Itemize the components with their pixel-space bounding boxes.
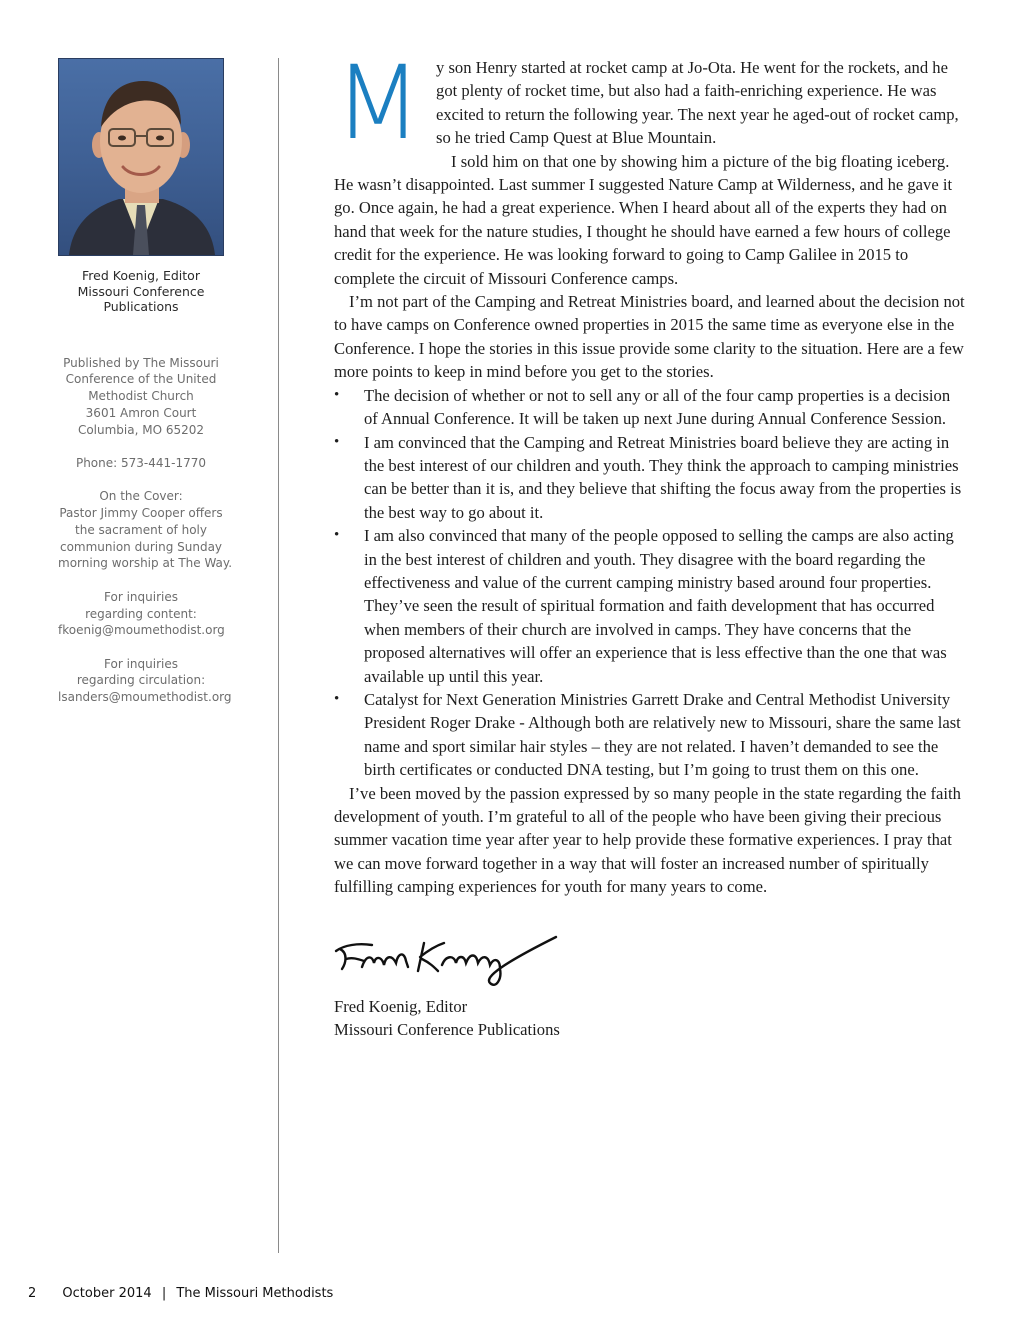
phone-info (58, 455, 224, 472)
issue-date: October 2014 (62, 1286, 152, 1301)
list-item: • The decision of whether or not to sell any or all of the four camp properties is a decision of Annual Conference. It will be taken up next June during Annual Conference Session. (334, 384, 966, 431)
editor-column (334, 44, 966, 1041)
signoff-line: Fred Koenig, Editor (334, 996, 468, 1016)
signature-graphic (334, 933, 574, 995)
drop-cap: M (334, 44, 423, 163)
editor-portrait (59, 59, 223, 255)
info-line: communion during Sunday (59, 539, 223, 554)
caption-line: Missouri Conference (77, 283, 205, 299)
editor-photo (58, 58, 224, 256)
info-line: For inquiries (104, 589, 178, 604)
caption-line: Publications (103, 299, 179, 314)
info-line: For inquiries (104, 656, 178, 671)
footer-separator: | (161, 1286, 167, 1301)
page-number: 2 (28, 1286, 37, 1301)
publisher-address (58, 355, 224, 439)
info-line: regarding content: (85, 606, 197, 621)
info-line: 3601 Amron Court (85, 405, 197, 420)
info-line: Pastor Jimmy Cooper offers (59, 506, 223, 521)
content-inquiries (58, 589, 224, 639)
info-line: Columbia, MO 65202 (77, 422, 205, 437)
circulation-inquiries (58, 656, 232, 706)
circulation-email-link[interactable]: lsanders@moumethodist.org (58, 690, 232, 705)
info-line: Methodist Church (88, 389, 194, 404)
info-line: morning worship at The Way. (58, 556, 233, 571)
caption-line: Fred Koenig, Editor (82, 268, 200, 283)
list-item: • I am convinced that the Camping and Retreat Ministries board believe they are acting in the best interest of our children and youth. They think the approach to camping ministries can be better than it is, and they believe that shifting the focus away from the properties is the best way to go about it. (334, 431, 966, 525)
article-paragraph: I’ve been moved by the passion expressed by so many people in the state regarding the faith development of youth. I’m grateful to all of the people who have been giving their precious summer vacation time year after year to help provide these formative experiences. I pray that we can move forward together in a way that will foster an increased number of spiritually fulfilling camping experiences for youth for many years to come. (334, 783, 961, 897)
handwritten-signature (334, 933, 966, 995)
column-divider (278, 58, 279, 1253)
info-line: On the Cover: (99, 489, 183, 504)
photo-caption (58, 268, 224, 315)
info-line: Published by The Missouri (63, 355, 219, 370)
content-email-link[interactable]: fkoenig@moumethodist.org (58, 623, 225, 638)
list-item: • I am also convinced that many of the people opposed to selling the camps are also acting in the best interest of children and youth. They disagree with the board regarding the effectiveness and value of the current camping ministry based around four properties. They’ve seen the result of spiritual formation and faith development that has occurred when members of their church are involved in camps. They have concerns that the proposed alternatives will offer an experience that is less effective than the one that was available up until this year. (334, 524, 966, 688)
publication-info (58, 355, 233, 707)
info-line: regarding circulation: (76, 673, 206, 688)
list-item: • Catalyst for Next Generation Ministries Garrett Drake and Central Methodist University President Roger Drake - Although both are relatively new to Missouri, share the same last name and sport similar hair styles – they are not related. I haven’t demanded to see the birth certificates or conducted DNA testing, but I’m going to trust them on this one. (334, 688, 966, 782)
info-line: Conference of the United (65, 372, 217, 387)
article-paragraph: I’m not part of the Camping and Retreat Ministries board, and learned about the decision not to have camps on Conference owned properties in 2015 the same time as everyone else in the Conference. I hope the stories in this issue provide some clarity to the situation. Here are a few more points to keep in mind before you get to the stories. (334, 292, 965, 382)
info-line: Phone: 573-441-1770 (75, 455, 207, 470)
article-paragraph: I sold him on that one by showing him a picture of the big floating iceberg. He wasn’t disappointed. Last summer I suggested Nature Camp at Wilderness, and he gave it go. Once again, he had a great experience. When I heard about all of the experts they had on hand that week for the nature studies, I thought he should have earned a few hours of college credit for the experience. He was looking forward to going to Camp Galilee in 2015 to complete the circuit of Missouri Conference camps. (334, 151, 953, 288)
key-points-list (334, 384, 966, 782)
info-line: the sacrament of holy (75, 522, 207, 537)
cover-note (58, 488, 233, 572)
page-footer (28, 1286, 333, 1301)
publication-name: The Missouri Methodists (176, 1286, 334, 1301)
editor-signoff (334, 995, 966, 1042)
signoff-line: Missouri Conference Publications (334, 1020, 560, 1040)
sidebar (58, 58, 233, 723)
article-paragraph: y son Henry started at rocket camp at Jo-Ota. He went for the rockets, and he got plenty of rocket time, but also had a faith-enriching experience. He was excited to return the following year. The next year he aged-out of rocket camp, so he tried Camp Quest at Blue Mountain. (436, 58, 959, 148)
